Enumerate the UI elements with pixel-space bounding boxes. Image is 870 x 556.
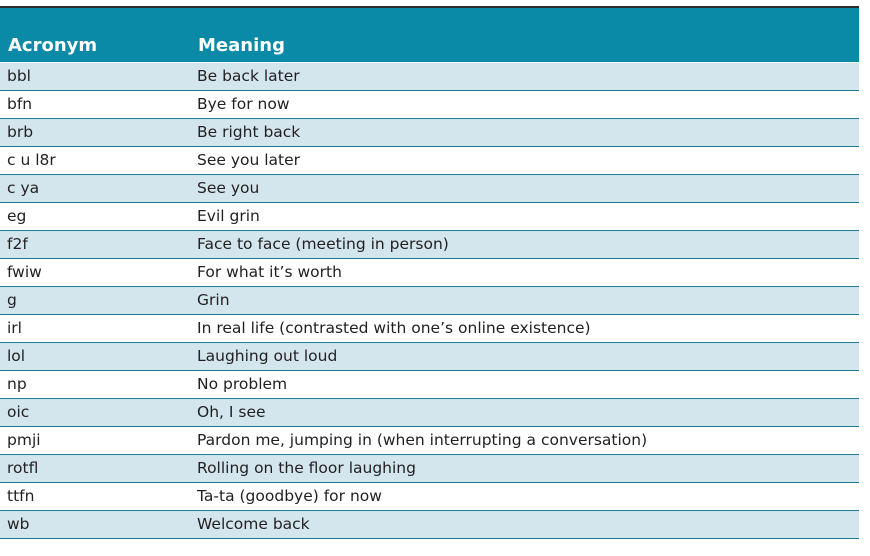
- meaning-cell: No problem: [190, 370, 859, 398]
- acronym-cell: irl: [0, 314, 190, 342]
- acronym-cell: eg: [0, 202, 190, 230]
- acronym-cell: bfn: [0, 90, 190, 118]
- acronym-cell: np: [0, 370, 190, 398]
- meaning-cell: Bye for now: [190, 90, 859, 118]
- table-row: [0, 454, 859, 482]
- table-row: [0, 90, 859, 118]
- acronym-cell: c u l8r: [0, 146, 190, 174]
- meaning-cell: Ta-ta (goodbye) for now: [190, 482, 859, 510]
- table-row: [0, 510, 859, 538]
- meaning-cell: See you: [190, 174, 859, 202]
- meaning-cell: Pardon me, jumping in (when interrupting a conversation): [190, 426, 859, 454]
- acronym-cell: g: [0, 286, 190, 314]
- meaning-cell: Be right back: [190, 118, 859, 146]
- column-header-acronym: Acronym: [0, 7, 190, 62]
- meaning-cell: Welcome back: [190, 510, 859, 538]
- table-row: [0, 118, 859, 146]
- table-row: [0, 62, 859, 90]
- meaning-cell: Laughing out loud: [190, 342, 859, 370]
- meaning-cell: Oh, I see: [190, 398, 859, 426]
- acronym-cell: ttfn: [0, 482, 190, 510]
- table-row: [0, 286, 859, 314]
- table-row: [0, 370, 859, 398]
- table-row: [0, 398, 859, 426]
- table-row: [0, 174, 859, 202]
- table-header: [0, 7, 859, 62]
- acronym-cell: pmji: [0, 426, 190, 454]
- acronym-cell: lol: [0, 342, 190, 370]
- acronym-table: [0, 6, 859, 539]
- meaning-cell: Be back later: [190, 62, 859, 90]
- acronym-cell: bbl: [0, 62, 190, 90]
- acronym-cell: oic: [0, 398, 190, 426]
- table-row: [0, 202, 859, 230]
- table-row: [0, 314, 859, 342]
- table-row: [0, 426, 859, 454]
- acronym-cell: wb: [0, 510, 190, 538]
- table-row: [0, 342, 859, 370]
- acronym-cell: brb: [0, 118, 190, 146]
- meaning-cell: For what it’s worth: [190, 258, 859, 286]
- acronym-cell: f2f: [0, 230, 190, 258]
- column-header-meaning: Meaning: [190, 7, 859, 62]
- meaning-cell: Evil grin: [190, 202, 859, 230]
- table-row: [0, 230, 859, 258]
- header-row: [0, 7, 859, 62]
- acronym-cell: rotfl: [0, 454, 190, 482]
- table-row: [0, 146, 859, 174]
- acronym-cell: c ya: [0, 174, 190, 202]
- meaning-cell: See you later: [190, 146, 859, 174]
- table-row: [0, 482, 859, 510]
- table-row: [0, 258, 859, 286]
- meaning-cell: Grin: [190, 286, 859, 314]
- acronym-table-container: [0, 6, 859, 539]
- acronym-cell: fwiw: [0, 258, 190, 286]
- meaning-cell: Face to face (meeting in person): [190, 230, 859, 258]
- meaning-cell: Rolling on the floor laughing: [190, 454, 859, 482]
- meaning-cell: In real life (contrasted with one’s online existence): [190, 314, 859, 342]
- table-body: [0, 62, 859, 538]
